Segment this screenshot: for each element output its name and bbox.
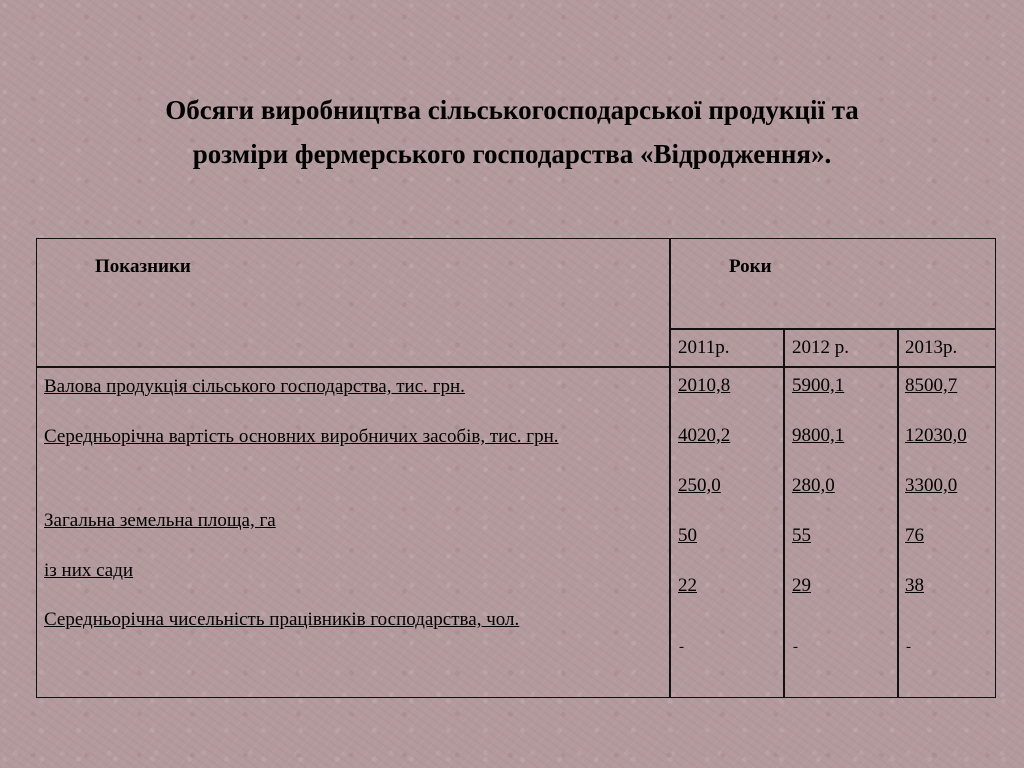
value-fixed-assets-2012: 9800,1: [792, 425, 845, 446]
table-divider-vertical-1: [669, 239, 671, 697]
table-divider-vertical-3: [897, 328, 899, 697]
row-label-workers: Середньорічна чисельність працівників господарства, чол.: [44, 609, 520, 630]
value-gross-output-2013: 8500,7: [905, 375, 958, 396]
table-divider-horizontal-2: [37, 366, 995, 368]
value-land-area-2012: 280,0: [792, 475, 835, 496]
header-years: Роки: [729, 256, 772, 277]
year-2013: 2013р.: [905, 337, 958, 358]
value-gross-output-2012: 5900,1: [792, 375, 845, 396]
row-label-land-area: Загальна земельна площа, га: [44, 510, 276, 531]
value-workers-2011: 22: [678, 575, 697, 596]
page-title: [40, 88, 984, 176]
value-orchards-2013: 76: [905, 525, 924, 546]
value-fixed-assets-2011: 4020,2: [678, 425, 731, 446]
row-label-gross-output: Валова продукція сільського господарства, тис. грн.: [44, 376, 465, 397]
value-workers-2012: 29: [792, 575, 811, 596]
value-orchards-2012: 55: [792, 525, 811, 546]
table-divider-vertical-2: [783, 328, 785, 697]
header-indicators: Показники: [95, 256, 191, 277]
value-land-area-2011: 250,0: [678, 475, 721, 496]
value-empty-2013: -: [906, 639, 911, 655]
row-label-fixed-assets: Середньорічна вартість основних виробничих засобів, тис. грн.: [44, 426, 559, 447]
page-title-line-2: розміри фермерського господарства «Відродження».: [192, 139, 832, 169]
value-land-area-2013: 3300,0: [905, 475, 958, 496]
value-fixed-assets-2013: 12030,0: [905, 425, 967, 446]
page-title-line-1: Обсяги виробництва сільськогосподарської продукції та: [165, 95, 859, 125]
year-2012: 2012 р.: [792, 337, 849, 358]
value-orchards-2011: 50: [678, 525, 697, 546]
row-label-orchards: із них сади: [44, 560, 134, 581]
table-divider-horizontal-1: [669, 328, 995, 330]
value-workers-2013: 38: [905, 575, 924, 596]
value-gross-output-2011: 2010,8: [678, 375, 731, 396]
value-empty-2011: -: [679, 639, 684, 655]
year-2011: 2011р.: [678, 337, 730, 358]
value-empty-2012: -: [793, 639, 798, 655]
